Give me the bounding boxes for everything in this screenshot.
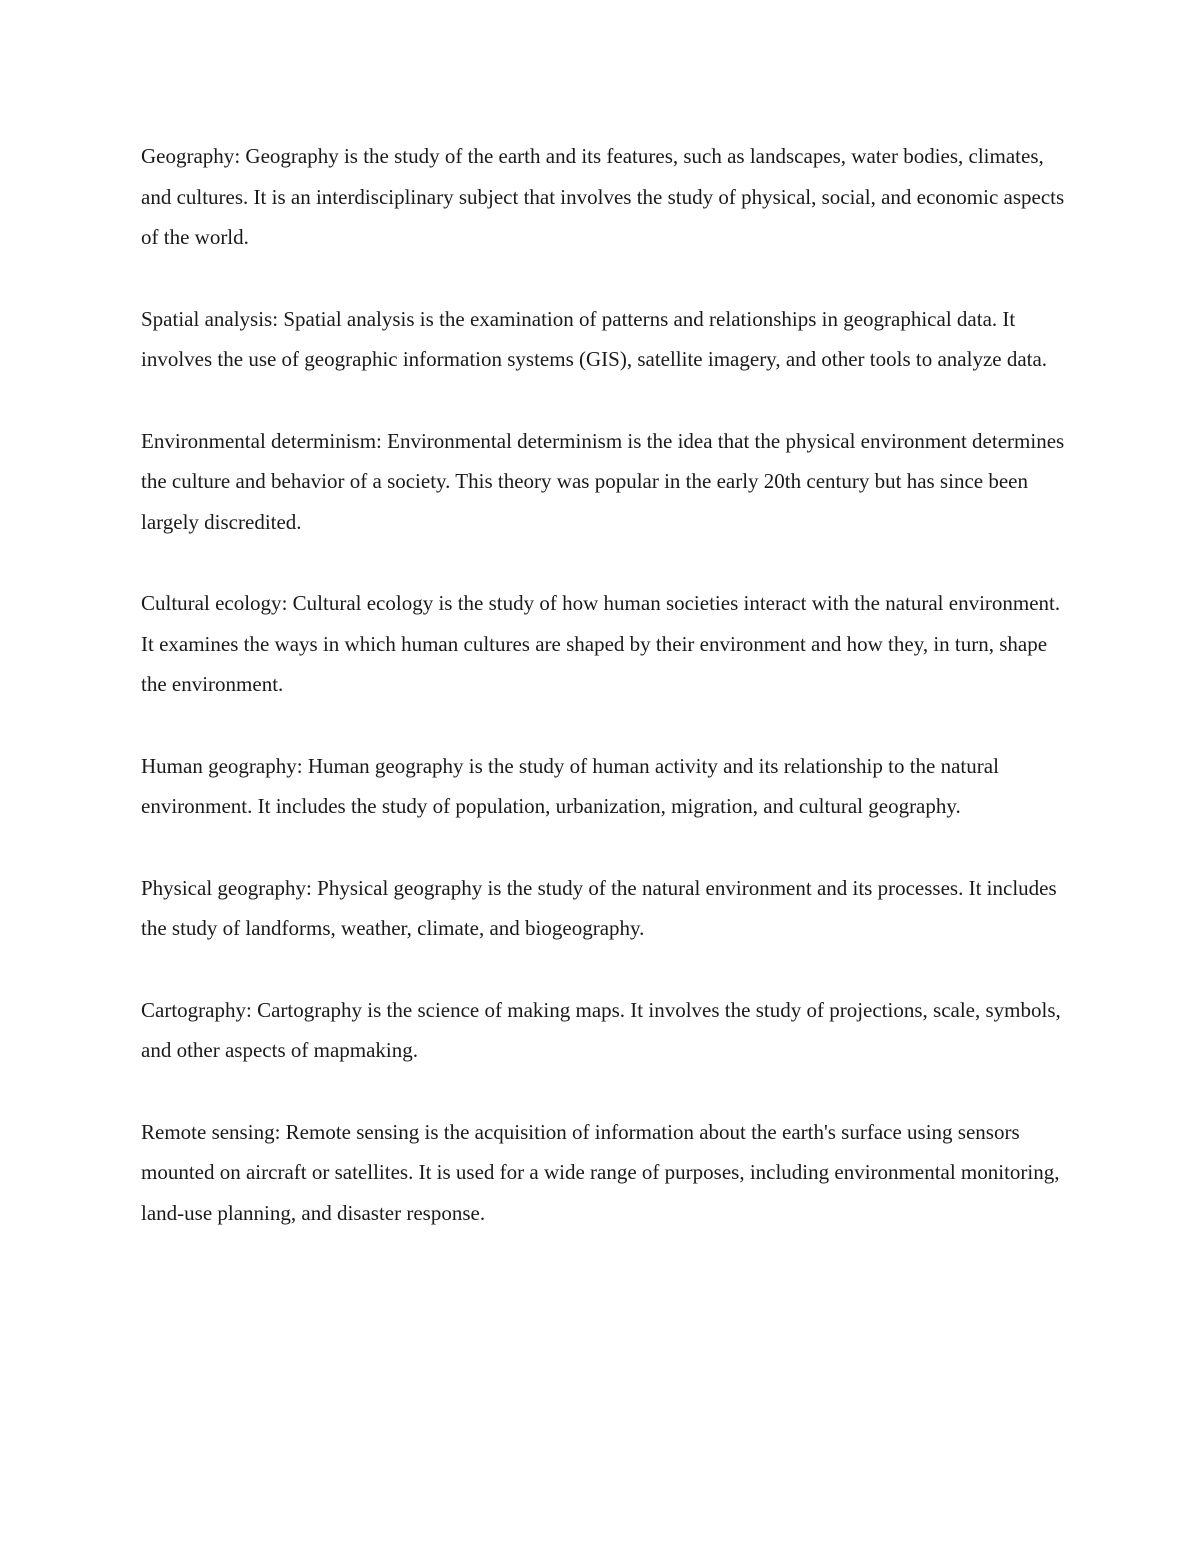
entry-term: Human geography [141, 753, 297, 778]
entry-term: Spatial analysis [141, 306, 273, 331]
entry-term: Cartography [141, 997, 246, 1022]
entry-environmental-determinism: Environmental determinism: Environmental determinism is the idea that the physical environment determines the culture and behavior of a society. This theory was popular in the early 20th century but has since been largely discredited. [141, 428, 1065, 534]
entry-definition: Environmental determinism is the idea that the physical environment determines the culture and behavior of a society. This theory was popular in the early 20th century but has since been largely discredited. [141, 428, 1065, 534]
entry-definition: Spatial analysis is the examination of patterns and relationships in geographical data. It involves the use of geographic information systems (GIS), satellite imagery, and other tools to analyze data. [141, 306, 1048, 371]
entry-human-geography: Human geography: Human geography is the study of human activity and its relationship to the natural environment. It includes the study of population, urbanization, migration, and cultural geography. [141, 753, 999, 818]
document-body [141, 136, 1071, 1274]
entry-cartography: Cartography: Cartography is the science of making maps. It involves the study of projections, scale, symbols, and other aspects of mapmaking. [141, 997, 1061, 1062]
entry-term: Physical geography [141, 875, 307, 900]
entry-definition: Geography is the study of the earth and its features, such as landscapes, water bodies, climates, and cultures. It is an interdisciplinary subject that involves the study of physical, social, and economic aspects of the world. [141, 144, 1065, 249]
entry-definition: Cultural ecology is the study of how human societies interact with the natural environment. It examines the ways in which human cultures are shaped by their environment and how they, in turn, shape the environment. [141, 591, 1061, 696]
entry-term: Cultural ecology [141, 591, 282, 615]
entry-term: Environmental determinism [141, 428, 377, 453]
entry-physical-geography: Physical geography: Physical geography is the study of the natural environment and its processes. It includes the study of landforms, weather, climate, and biogeography. [141, 875, 1057, 940]
entry-definition: Cartography is the science of making maps. It involves the study of projections, scale, symbols, and other aspects of mapmaking. [141, 997, 1061, 1062]
entry-term: Remote sensing [141, 1119, 275, 1144]
entry-cultural-ecology: Cultural ecology: Cultural ecology is the study of how human societies interact with the natural environment. It examines the ways in which human cultures are shaped by their environment and how they, in turn, shape the environment. [141, 591, 1061, 696]
entry-geography: Geography: Geography is the study of the earth and its features, such as landscapes, water bodies, climates, and cultures. It is an interdisciplinary subject that involves the study of physical, social, and economic aspects of the world. [141, 144, 1065, 249]
entry-term: Geography [141, 144, 235, 168]
entry-definition: Physical geography is the study of the natural environment and its processes. It includes the study of landforms, weather, climate, and biogeography. [141, 875, 1057, 940]
entry-definition: Human geography is the study of human activity and its relationship to the natural environment. It includes the study of population, urbanization, migration, and cultural geography. [141, 753, 999, 818]
entry-remote-sensing: Remote sensing: Remote sensing is the acquisition of information about the earth's surface using sensors mounted on aircraft or satellites. It is used for a wide range of purposes, including environmental monitoring, land-use planning, and disaster response. [141, 1119, 1060, 1225]
entry-definition: Remote sensing is the acquisition of information about the earth's surface using sensors mounted on aircraft or satellites. It is used for a wide range of purposes, including environmental monitoring, land-use planning, and disaster response. [141, 1119, 1060, 1225]
entry-spatial-analysis: Spatial analysis: Spatial analysis is the examination of patterns and relationships in geographical data. It involves the use of geographic information systems (GIS), satellite imagery, and other tools to analyze data. [141, 306, 1048, 371]
